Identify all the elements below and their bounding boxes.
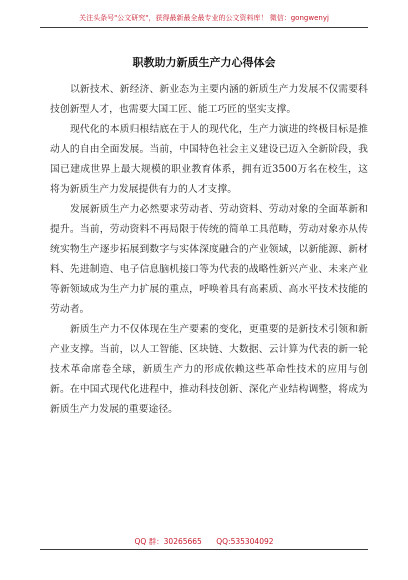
header-divider [40, 27, 368, 28]
paragraph-4: 新质生产力不仅体现在生产要素的变化，更重要的是新技术引领和新产业支撑。当前，以人工智能、区块链、大数据、云计算为代表的新一轮技术革命席卷全球，新质生产力的形成依赖这些革命性技术的应用与创新。在中国式现代化进程中，推动科技创新、深化产业结构调整，将成为新质生产力发展的重要途径。 [50, 324, 368, 415]
paragraph-1: 以新技术、新经济、新业态为主要内涵的新质生产力发展不仅需要科技创新型人才，也需要大国工匠、能工巧匠的坚实支撑。 [50, 84, 368, 115]
footer-contact [0, 537, 408, 547]
footer-qq-group: QQ 群：30265665 [134, 537, 202, 546]
document-body [50, 80, 368, 420]
paragraph-3: 发展新质生产力必然要求劳动者、劳动资料、劳动对象的全面革新和提升。当前，劳动资料不再局限于传统的简单工具范畴，劳动对象亦从传统实物生产逐步拓展到数字与实体深度融合的产业领域，以新能源、新材料、先进制造、电子信息脑机接口等为代表的战略性新兴产业、未来产业等新领域成为生产力扩展的重点，呼唤着具有高素质、高水平技术技能的劳动者。 [50, 204, 368, 315]
document-title: 职教助力新质生产力心得体会 [132, 56, 276, 69]
footer-qq: QQ:535304092 [216, 537, 274, 546]
footer-divider [40, 549, 368, 550]
header-promo-text: 关注头条号"公文研究"，获得最新最全最专业的公文资料库！ 微信：gongwenyj [79, 14, 329, 22]
paragraph-2: 现代化的本质归根结底在于人的现代化，生产力演进的终极目标是推动人的自由全面发展。当前，中国特色社会主义建设已迈入全新阶段，我国已建成世界上最大规模的职业教育体系，拥有近3500万名在校生，这将为新质生产力发展提供有力的人才支撑。 [50, 124, 368, 195]
